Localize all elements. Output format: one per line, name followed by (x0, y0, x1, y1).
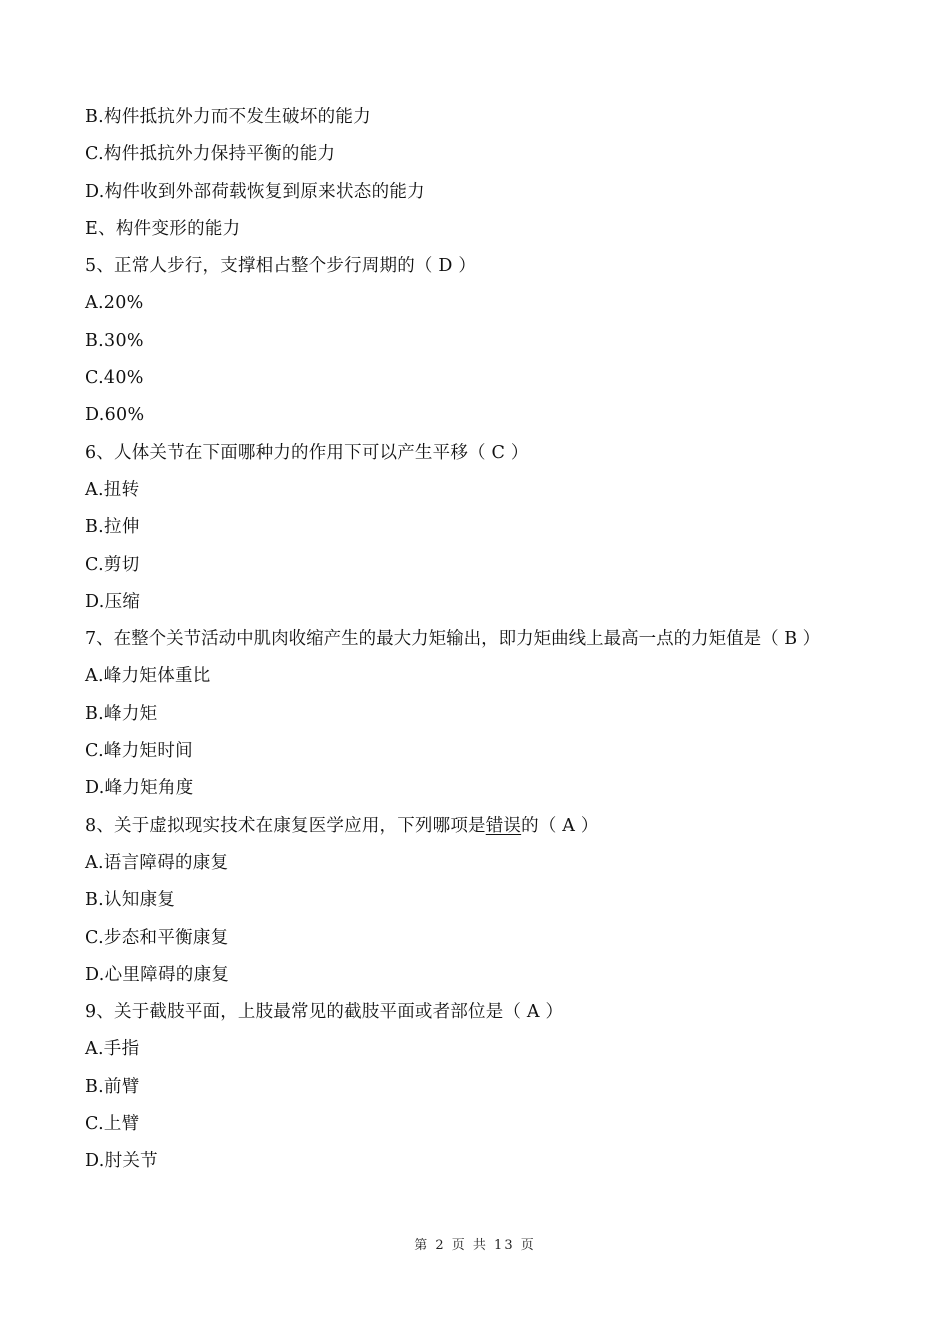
option-line: B.拉伸 (85, 517, 140, 538)
option-line: A.语言障碍的康复 (85, 852, 229, 873)
option-line: D.60% (85, 405, 145, 426)
option-line: D.压缩 (85, 591, 141, 612)
option-line: D.峰力矩角度 (85, 778, 194, 799)
option-line: C.峰力矩时间 (85, 741, 193, 762)
question-line: 5、正常人步行，支撑相占整个步行周期的（ D ） (85, 256, 477, 277)
question-line: 9、关于截肢平面，上肢最常见的截肢平面或者部位是（ A ） (85, 1002, 564, 1023)
option-line: A.20% (85, 293, 144, 314)
option-line: A.峰力矩体重比 (85, 666, 211, 687)
question-line: 6、人体关节在下面哪种力的作用下可以产生平移（ C ） (85, 442, 529, 463)
option-line: D.心里障碍的康复 (85, 964, 230, 985)
question-text: 8、关于虚拟现实技术在康复医学应用，下列哪项是 (85, 815, 486, 836)
option-line: B.构件抵抗外力而不发生破坏的能力 (85, 107, 372, 127)
question-line: 7、在整个关节活动中肌肉收缩产生的最大力矩输出，即力矩曲线上最高一点的力矩值是（ B ） (85, 629, 821, 650)
option-line: C.步态和平衡康复 (85, 927, 229, 948)
option-line: B.认知康复 (85, 890, 176, 911)
option-line: B.峰力矩 (85, 703, 158, 724)
page-footer: 第 2 页 共 13 页 (414, 1238, 536, 1253)
option-line: A.手指 (85, 1039, 140, 1060)
underlined-emphasis: 错误 (485, 815, 522, 836)
option-line: E、构件变形的能力 (85, 218, 241, 239)
page-content (85, 99, 875, 1181)
option-line: A.扭转 (85, 479, 140, 500)
option-line: B.30% (85, 330, 144, 351)
option-line: C.40% (85, 368, 144, 389)
option-line: C.上臂 (85, 1114, 140, 1135)
option-line: C.剪切 (85, 554, 140, 575)
question-line (85, 808, 875, 845)
option-line: D.构件收到外部荷载恢复到原来状态的能力 (85, 181, 425, 202)
option-line: C.构件抵抗外力保持平衡的能力 (85, 144, 336, 165)
option-line: B.前臂 (85, 1076, 140, 1097)
option-line: D.肘关节 (85, 1151, 158, 1172)
question-answer: 的（ A ） (521, 815, 599, 836)
